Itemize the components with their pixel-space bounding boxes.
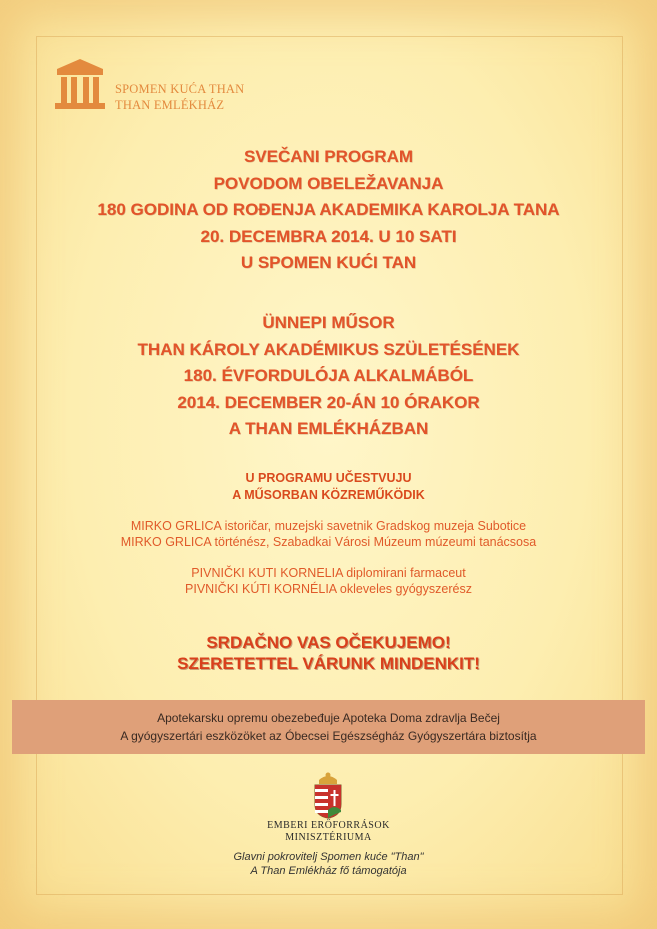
participants-heading-hu: A MŰSORBAN KÖZREMŰKÖDIK	[232, 487, 425, 502]
speaker-1-sr: MIRKO GRLICA istoričar, muzejski savetnik Gradskog muzeja Subotice	[130, 519, 527, 533]
sponsor-hu: A gyógyszertári eszközöket az Óbecsei Egészségház Gyógyszertára biztosítja	[120, 729, 537, 743]
program-sr-line: POVODOM OBELEŽAVANJA	[213, 173, 444, 193]
program-sr-line: 180 GODINA OD ROĐENJA AKADEMIKA KAROLJA TANA	[97, 200, 560, 219]
program-sr-line: SVEČANI PROGRAM	[243, 147, 414, 166]
patron-note	[0, 850, 657, 878]
ministry-name	[0, 820, 657, 844]
speaker-1-hu: MIRKO GRLICA történész, Szabadkai Városi Múzeum múzeumi tanácsosa	[120, 534, 537, 549]
program-hu-line: A THAN EMLÉKHÁZBAN	[228, 419, 429, 438]
ministry-line-1: EMBERI ERŐFORRÁSOK	[267, 820, 390, 831]
program-sr-line: U SPOMEN KUĆI TAN	[240, 253, 417, 272]
logo-line-2: THAN EMLÉKHÁZ	[115, 98, 225, 112]
ministry-line-2: MINISZTÉRIUMA	[285, 832, 372, 843]
logo	[55, 57, 265, 117]
sponsor-sr: Apotekarsku opremu obezebeđuje Apoteka Doma zdravlja Bečej	[157, 711, 500, 725]
program-serbian	[0, 144, 657, 277]
participants-heading-sr: U PROGRAMU UČESTVUJU	[245, 471, 412, 485]
program-hu-line: THAN KÁROLY AKADÉMIKUS SZÜLETÉSÉNEK	[137, 339, 520, 359]
participants-heading	[0, 470, 657, 503]
program-hungarian	[0, 310, 657, 443]
program-hu-line: ÜNNEPI MŰSOR	[262, 313, 395, 332]
building-columns-icon	[55, 57, 105, 111]
program-sr-line: 20. DECEMBRA 2014. U 10 SATI	[200, 226, 457, 246]
greeting-sr: SRDAČNO VAS OČEKUJEMO!	[206, 633, 451, 652]
patron-hu: A Than Emlékház fő támogatója	[250, 865, 407, 877]
speaker-list	[0, 519, 657, 597]
program-hu-line: 180. ÉVFORDULÓJA ALKALMÁBÓL	[183, 366, 474, 385]
program-hu-line: 2014. DECEMBER 20-ÁN 10 ÓRAKOR	[177, 392, 480, 412]
patron-sr: Glavni pokrovitelj Spomen kuće "Than"	[233, 851, 424, 863]
hungarian-coat-of-arms-icon	[311, 770, 345, 820]
greeting-hu: SZERETETTEL VÁRUNK MINDENKIT!	[177, 654, 480, 673]
greeting	[0, 632, 657, 674]
speaker-2-hu: PIVNIČKI KÚTI KORNÉLIA okleveles gyógyszerész	[185, 581, 472, 596]
speaker-2-sr: PIVNIČKI KUTI KORNELIA diplomirani farmaceut	[191, 566, 466, 580]
sponsor-band	[12, 700, 645, 754]
logo-line-1: SPOMEN KUĆA THAN	[115, 82, 245, 96]
